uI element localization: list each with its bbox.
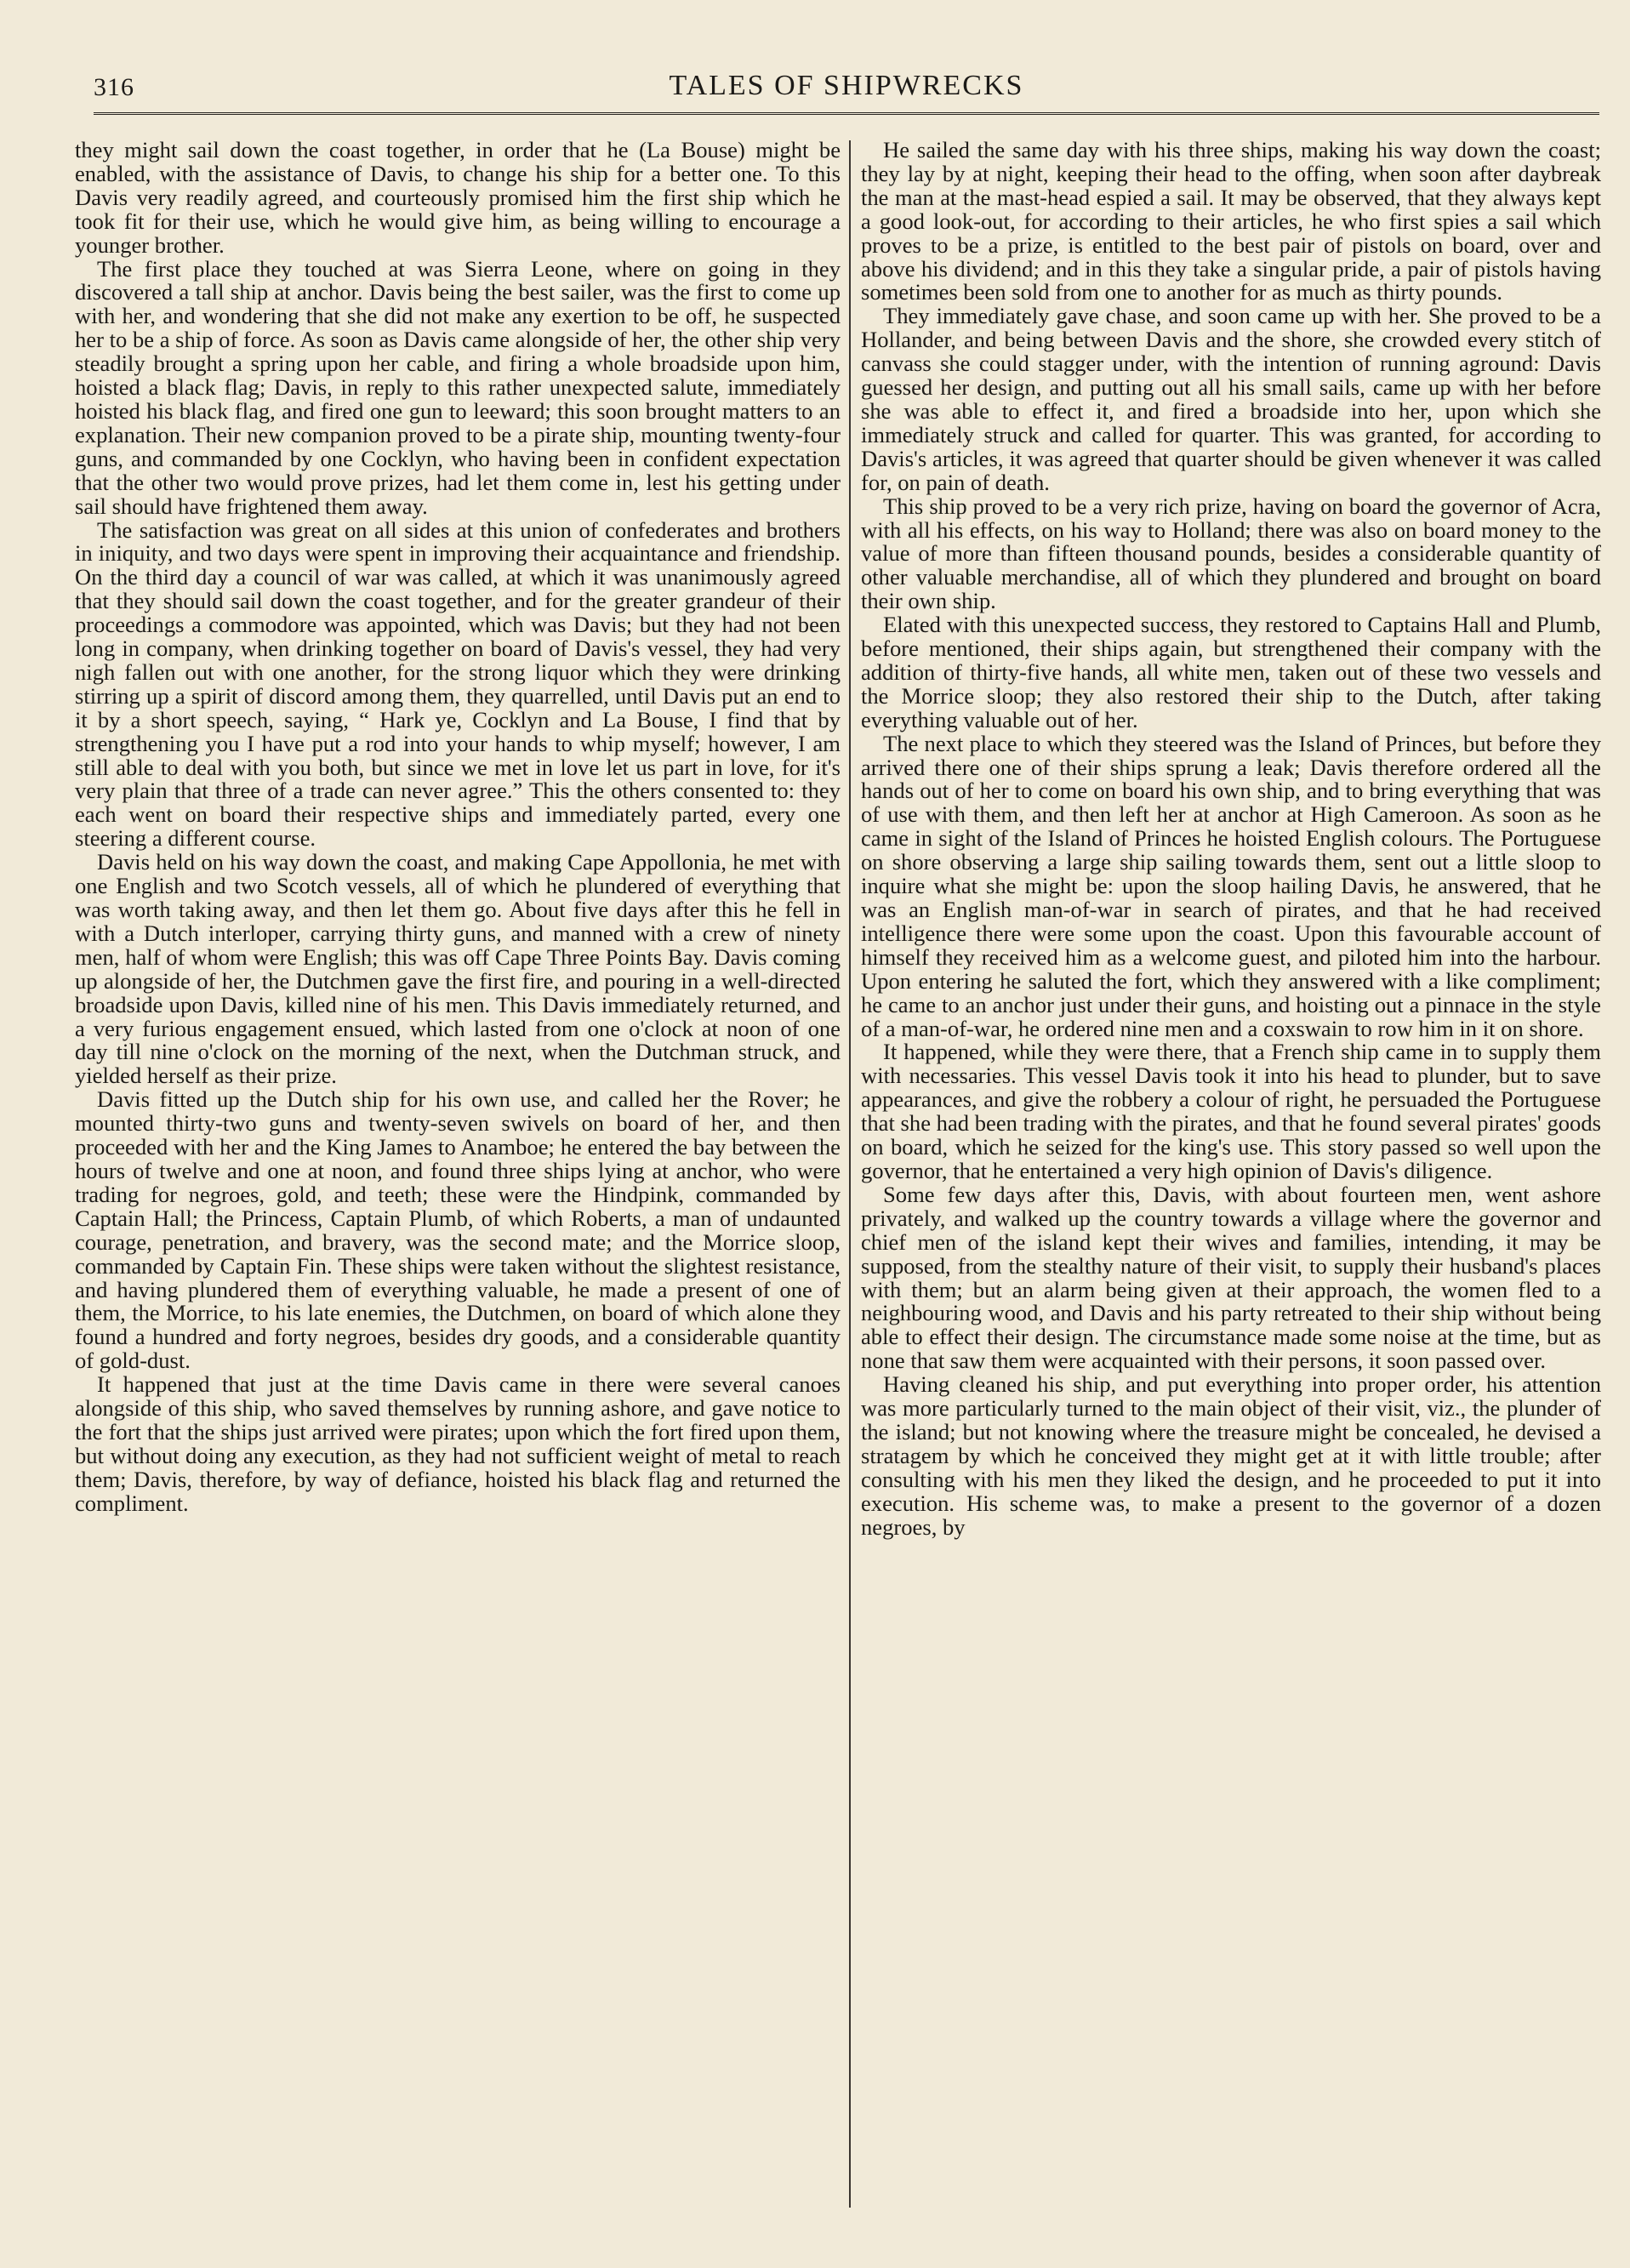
paragraph: Davis fitted up the Dutch ship for his own use, and called her the Rover; he mounted thirty-two guns and twenty-seven swivels on board of her, and then proceeded with her and the King James to Anamboe; he entered the bay between the hours of twelve and one at noon, and found three ships lying at anchor, who were trading for negroes, gold, and teeth; these were the Hindpink, commanded by Captain Hall; the Princess, Captain Plumb, of which Roberts, a man of undaunted courage, penetration, and bravery, was the second mate; and the Morrice sloop, commanded by Captain Fin. These ships were taken without the slightest resistance, and having plundered them of everything valuable, he made a present of one of them, the Morrice, to his late enemies, the Dutchmen, on board of which alone they found a hundred and forty negroes, besides dry goods, and a considerable quantity of gold-dust. (75, 1086, 841, 1374)
paragraph: It happened that just at the time Davis came in there were several canoes alongside of this ship, who saved themselves by running ashore, and gave notice to the fort that the ships just arrived were pirates; upon which the fort fired upon them, but without doing any execution, as they had not sufficient weight of metal to reach them; Davis, therefore, by way of defiance, hoisted his black flag and returned the compliment. (75, 1371, 841, 1516)
paragraph: Elated with this unexpected success, they restored to Captains Hall and Plumb, before mentioned, their ships again, but strengthened their company with the addition of thirty-five hands, all white men, taken out of these two vessels and the Morrice sloop; they also restored their ship to the Dutch, after taking everything valuable out of her. (861, 612, 1601, 732)
paragraph: Some few days after this, Davis, with about fourteen men, went ashore privately, and walked up the country towards a village where the governor and chief men of the island kept their wives and families, intending, it may be supposed, from the stealthy nature of their visit, to supply their husband's places with them; but an alarm being given at their approach, the women fled to a neighbouring wood, and Davis and his party retreated to their ship without being able to effect their design. The circumstance made some noise at the time, but as none that saw them were acquainted with their persons, it soon passed over. (861, 1181, 1601, 1374)
right-column (861, 139, 1601, 2214)
header-rule (94, 112, 1599, 115)
paragraph: they might sail down the coast together, in order that he (La Bouse) might be enabled, with the assistance of Davis, to change his ship for a better one. To this Davis very readily agreed, and courteously promised him the first ship which he took fit for their use, which he would give him, as being willing to encourage a younger brother. (75, 139, 841, 258)
column-divider (849, 140, 851, 2208)
paragraph: This ship proved to be a very rich prize, having on board the governor of Acra, with all his effects, on his way to Holland; there was also on board money to the value of more than fifteen thousand pounds, besides a considerable quantity of other valuable merchandise, all of which they plundered and brought on board their own ship. (861, 493, 1601, 614)
page-number: 316 (94, 73, 134, 101)
left-column (75, 139, 841, 2214)
paragraph: Davis held on his way down the coast, and making Cape Appollonia, he met with one English and two Scotch vessels, all of which he plundered of everything that was worth taking away, and then let them go. About five days after this he fell in with a Dutch interloper, carrying thirty guns, and manned with a crew of ninety men, half of whom were English; this was off Cape Three Points Bay. Davis coming up alongside of her, the Dutchmen gave the first fire, and pouring in a well-directed broadside upon Davis, killed nine of his men. This Davis immediately returned, and a very furious engagement ensued, which lasted from one o'clock at noon of one day till nine o'clock on the morning of the next, when the Dutchman struck, and yielded herself as their prize. (75, 849, 841, 1089)
paragraph: They immediately gave chase, and soon came up with her. She proved to be a Hollander, and being between Davis and the shore, she crowded every stitch of canvass she could stagger under, with the intention of running aground: Davis guessed her design, and putting out all his small sails, came up with her before she was able to effect it, and fired a broadside into her, upon which she immediately struck and called for quarter. This was granted, for according to Davis's articles, it was agreed that quarter should be given whenever it was called for, on pain of death. (861, 303, 1601, 495)
running-title: TALES OF SHIPWRECKS (669, 70, 1024, 101)
paragraph: The next place to which they steered was the Island of Princes, but before they arrived there one of their ships sprung a leak; Davis therefore ordered all the hands out of her to come on board his own ship, and to bring everything that was of use with them, and then left her at anchor at High Cameroon. As soon as he came in sight of the Island of Princes he hoisted English colours. The Portuguese on shore observing a large ship sailing towards them, sent out a little sloop to inquire what she might be: upon the sloop hailing Davis, he answered, that he was an English man-of-war in search of pirates, and that he had received intelligence there were some upon the coast. Upon this favourable account of himself they received him as a welcome guest, and piloted him into the harbour. Upon entering he saluted the fort, which they answered with a like compliment; he came to an anchor just under their guns, and hoisting out a pinnace in the style of a man-of-war, he ordered nine men and a coxswain to row him in it on shore. (861, 730, 1601, 1041)
paragraph: The first place they touched at was Sierra Leone, where on going in they discovered a tall ship at anchor. Davis being the best sailer, was the first to come up with her, and wondering that she did not make any exertion to be off, he suspected her to be a ship of force. As soon as Davis came alongside of her, the other ship very steadily brought a spring upon her cable, and firing a whole broadside upon him, hoisted a black flag; Davis, in reply to this rather unexpected salute, immediately hoisted his black flag, and fired one gun to leeward; this soon brought matters to an explanation. Their new companion proved to be a pirate ship, mounting twenty-four guns, and commanded by one Cocklyn, who having been in confident expectation that the other two would prove prizes, had let them come in, lest his getting under sail should have frightened them away. (75, 255, 841, 519)
page-header (94, 66, 1599, 117)
paragraph: He sailed the same day with his three ships, making his way down the coast; they lay by at night, keeping their head to the offing, when soon after daybreak the man at the mast-head espied a sail. It may be observed, that they always kept a good look-out, for according to their articles, he who first spies a sail which proves to be a prize, is entitled to the best pair of pistols on board, over and above his dividend; and in this they take a singular pride, a pair of pistols having sometimes been sold from one to another for as much as thirty pounds. (861, 139, 1601, 305)
paragraph: It happened, while they were there, that a French ship came in to supply them with necessaries. This vessel Davis took it into his head to plunder, but to save appearances, and give the robbery a colour of right, he persuaded the Portuguese that she had been trading with the pirates, and that he found several pirates' goods on board, which he seized for the king's use. This story passed so well upon the governor, that he entertained a very high opinion of Davis's diligence. (861, 1039, 1601, 1183)
paragraph: The satisfaction was great on all sides at this union of confederates and brothers in iniquity, and two days were spent in improving their acquaintance and friendship. On the third day a council of war was called, at which it was unanimously agreed that they should sail down the coast together, and for the greater grandeur of their proceedings a commodore was appointed, which was Davis; but they had not been long in company, when drinking together on board of Davis's vessel, they had very nigh fallen out with one another, for the strong liquor which they were drinking stirring up a spirit of discord among them, they quarrelled, until Davis put an end to it by a short speech, saying, “ Hark ye, Cocklyn and La Bouse, I find that by strengthening you I have put a rod into your hands to whip myself; however, I am still able to deal with you both, but since we met in love let us part in love, for it's very plain that three of a trade can never agree.” This the others consented to: they each went on board their respective ships and immediately parted, every one steering a different course. (75, 516, 841, 852)
paragraph: Having cleaned his ship, and put everything into proper order, his attention was more particularly turned to the main object of their visit, viz., the plunder of the island; but not knowing where the treasure might be concealed, he devised a stratagem by which he conceived they might get at it with little trouble; after consulting with his men they liked the design, and he proceeded to put it into execution. His scheme was, to make a present to the governor of a dozen negroes, by (861, 1371, 1601, 1540)
